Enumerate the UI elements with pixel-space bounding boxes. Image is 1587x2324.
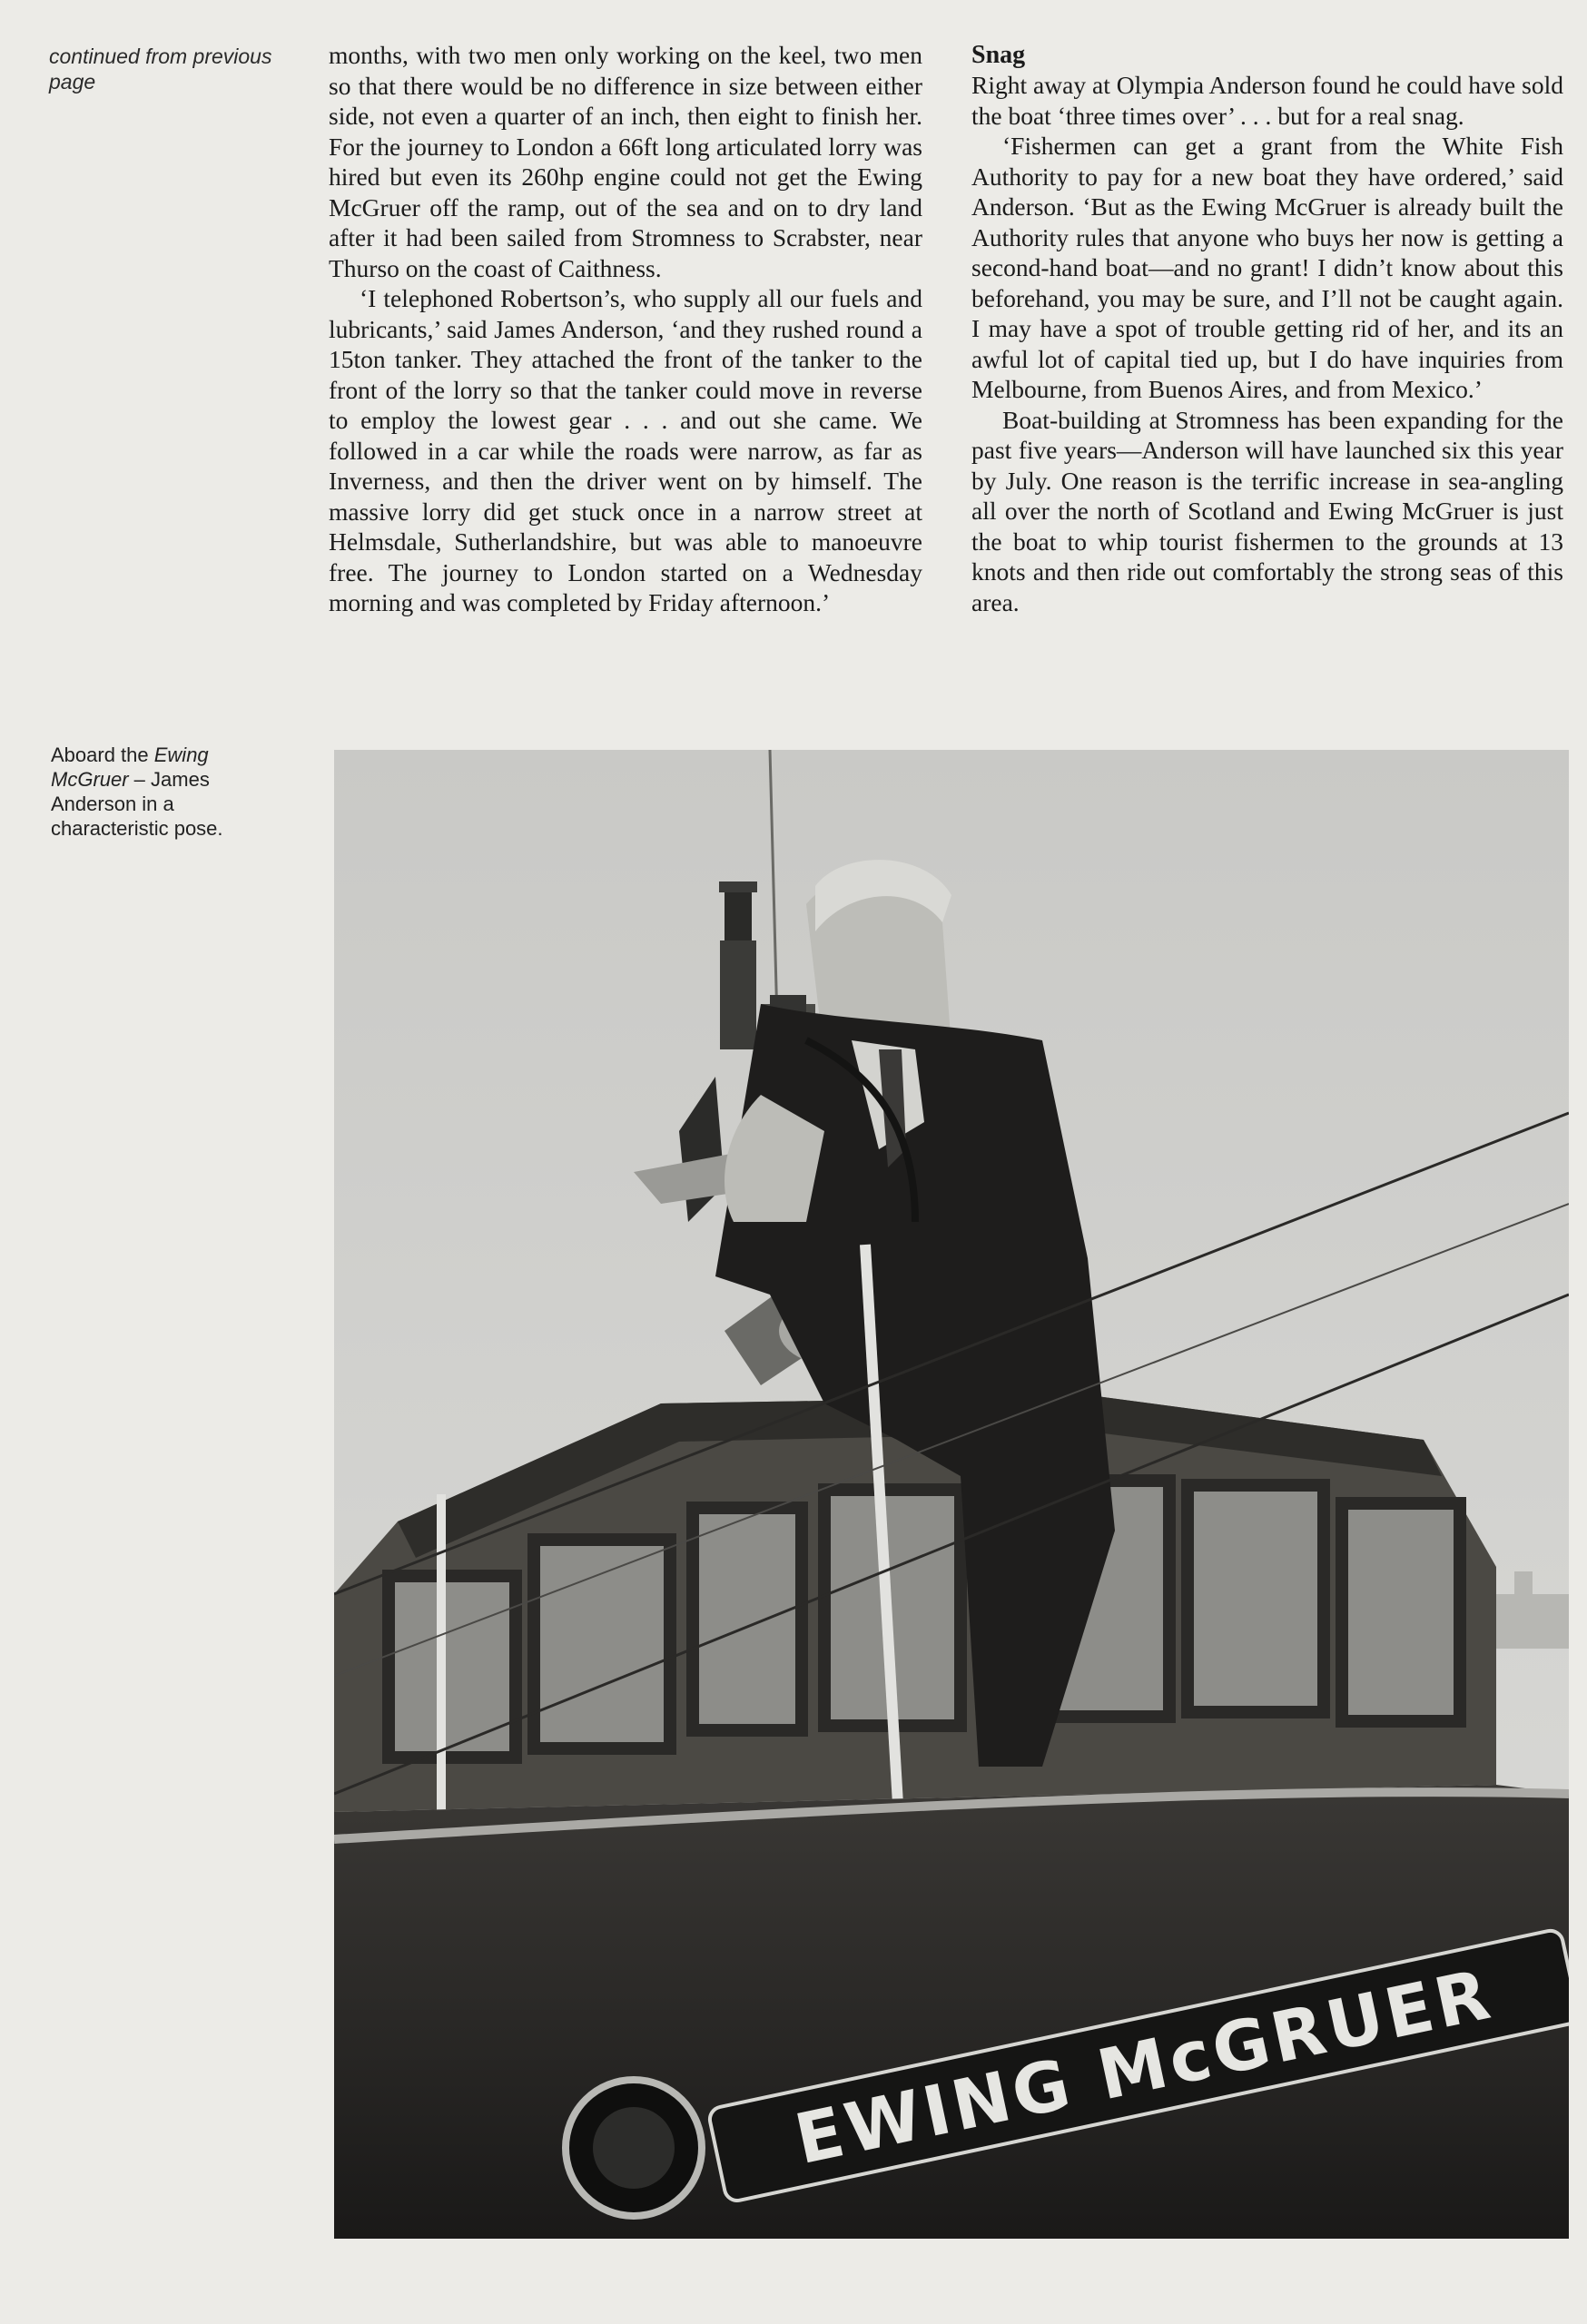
caption-suffix: – James Anderson in a characteristic pose. xyxy=(51,768,223,840)
paragraph: ‘I telephoned Robertson’s, who supply all our fuels and lubricants,’ said James Anderson, ‘and they rushed round a 15ton tanker. They attached the front of the tanker to the front of the lorry so that the tanker could move in reverse to employ the lowest gear . . . and out she came. We followed in a car while the roads were narrow, as far as Inverness, and then the driver went on by himself. The massive lorry did get stuck once in a narrow street at Helmsdale, Sutherlandshire, but was able to manoeuvre free. The journey to London started on a Wednesday morning and was completed by Friday afternoon.’ xyxy=(329,284,922,616)
photo-caption xyxy=(51,743,269,841)
hull-nameplate-text: EWING McGRUER xyxy=(788,1953,1500,2181)
paragraph: Right away at Olympia Anderson found he could have sold the boat ‘three times over’ . . . but for a real snag. xyxy=(971,71,1563,130)
caption-prefix: Aboard the xyxy=(51,743,154,766)
caption-boat-name: Ewing McGruer xyxy=(51,743,209,791)
paragraph: Boat-building at Stromness has been expanding for the past five years—Anderson will have launched six this year by July. One reason is the terrific increase in sea-angling all over the north of Scotland and Ewing McGruer is just the boat to whip tourist fishermen to the grounds at 13 knots and then ride out comfortably the strong seas of this area. xyxy=(971,405,1563,616)
continued-note: continued from previous page xyxy=(49,44,272,94)
article-column-left xyxy=(329,40,922,618)
boat-photograph xyxy=(334,750,1569,2239)
article-column-right xyxy=(971,40,1563,617)
paragraph: ‘Fishermen can get a grant from the White Fish Authority to pay for a new boat they have ordered,’ said Anderson. ‘But as the Ewing McGruer is already built the Authority rules that anyone who buys her now is getting a second-hand boat—and no grant! I didn’t know about this beforehand, you may be sure, and I’ll not be caught again. I may have a spot of trouble getting rid of her, and its an awful lot of capital tied up, but I do have inquiries from Melbourne, from Buenos Aires, and from Mexico.’ xyxy=(971,132,1563,403)
paragraph: months, with two men only working on the keel, two men so that there would be no difference in size between either side, not even a quarter of an inch, then eight to finish her. For the journey to London a 66ft long articulated lorry was hired but even its 260hp engine could not get the Ewing McGruer off the ramp, out of the sea and on to dry land after it had been sailed from Stromness to Scrabster, near Thurso on the coast of Caithness. xyxy=(329,41,922,282)
section-heading: Snag xyxy=(971,41,1026,69)
